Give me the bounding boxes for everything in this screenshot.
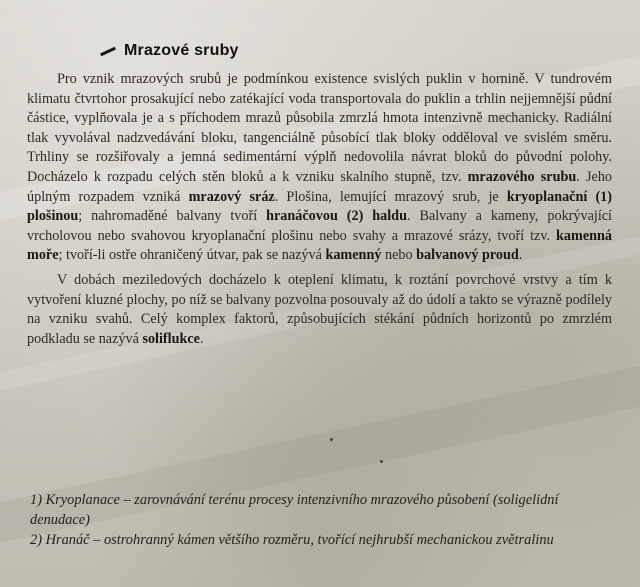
text-run: V dobách meziledových docházelo k oteplení klimatu, k roztání povrchové vrstvy a tím k vytvoření kluzné plochy, po níž se balvany pozvolna posouvaly až do údolí a takto se výrazně podílely na vzniku svahů. Celý komplex faktorů, způsobujících stékání půdních horizontů po zmrzlém podkladu se nazývá bbox=[27, 271, 612, 347]
footnotes bbox=[30, 490, 620, 550]
term-balvanovy-proud: balvanový proud bbox=[416, 247, 519, 264]
text-run: ; nahromaděné balvany tvoří bbox=[78, 208, 267, 225]
pen-mark-icon bbox=[100, 46, 116, 55]
paragraph-1 bbox=[27, 70, 612, 266]
term-kamenna-more: kamenná moře bbox=[27, 227, 612, 264]
term-mrazovy-sraz: mrazový sráz bbox=[188, 188, 275, 205]
term-kryoplanacni-plosina: kryoplanační (1) plošinou bbox=[27, 188, 613, 225]
page-title: Mrazové sruby bbox=[124, 42, 239, 59]
text-run: . bbox=[518, 247, 523, 264]
main-text bbox=[27, 70, 612, 349]
text-run: . bbox=[199, 330, 204, 347]
term-mrazovy-srub: mrazového srubu bbox=[467, 168, 577, 185]
term-hranacova-halda: hranáčovou (2) haldu bbox=[266, 208, 407, 225]
text-run: Pro vznik mrazových srubů je podmínkou existence svislých puklin v hornině. V tundrovém klimatu čtvrtohor prosakující nebo zatékající voda transportovala do puklin a trhlin nejjemnější půdní částice, vyplňovala je a s příchodem mrazů působila zmrzlá hmota intenzivně mechanicky. Radiální tlak vyvolával nadzvedávání bloku, tangenciálně působící tlak bloky odděloval ve svislém směru. Trhliny se rozšiřovaly a jemná sedimentární výplň nedovolila návrat bloků do původní polohy. Docházelo k rozpadu celých stěn bloků a k vzniku skalního stupně, tzv. bbox=[27, 71, 612, 185]
speck bbox=[380, 460, 383, 463]
text-run: . Balvany a kameny, pokrývající vrcholovou nebo svahovou kryoplanační plošinu nebo svahy a mrazové srázy, tvoří tzv. bbox=[27, 208, 612, 244]
text-run: nebo bbox=[381, 247, 417, 264]
term-kamenny: kamenný bbox=[325, 247, 382, 264]
heading bbox=[100, 42, 239, 60]
text-run: . Plošina, lemující mrazový srub, je bbox=[274, 188, 507, 205]
text-run: . Jeho úplným rozpadem vzniká bbox=[27, 168, 613, 205]
term-soliflukce: soliflukce bbox=[142, 330, 200, 347]
paragraph-2 bbox=[27, 271, 612, 349]
text-run: ; tvoří-li ostře ohraničený útvar, pak se nazývá bbox=[58, 247, 326, 264]
footnote-1: 1) Kryoplanace – zarovnávání terénu procesy intenzivního mrazového působení (soligelidní denudace) bbox=[30, 492, 559, 528]
footnote-2: 2) Hranáč – ostrohranný kámen většího rozměru, tvořící nejhrubší mechanickou zvětralinu bbox=[30, 532, 554, 548]
speck bbox=[330, 438, 333, 441]
